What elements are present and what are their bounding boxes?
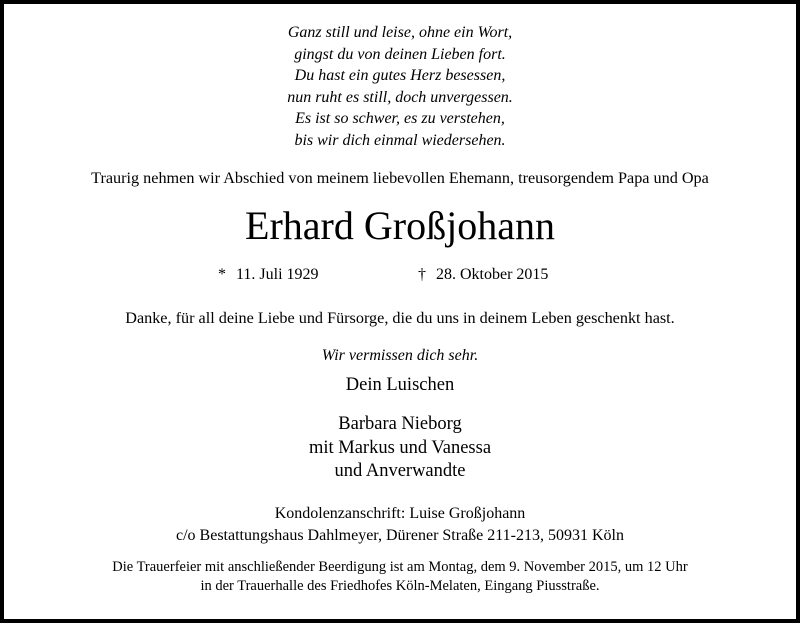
condolence-line: c/o Bestattungshaus Dahlmeyer, Dürener Straße 211-213, 50931 Köln	[176, 527, 624, 544]
spouse-signature: Dein Luischen	[345, 375, 455, 395]
condolence-address	[4, 503, 796, 547]
poem-line: gingst du von deinen Lieben fort.	[294, 45, 506, 63]
birth-date-group	[218, 266, 319, 284]
birth-star-symbol: *	[218, 266, 226, 283]
poem-line: Es ist so schwer, es zu verstehen,	[295, 110, 505, 127]
funeral-line: in der Trauerhalle des Friedhofes Köln-Melaten, Eingang Piusstraße.	[200, 578, 600, 594]
death-date-group	[418, 266, 548, 284]
family-line: und Anverwandte	[334, 461, 466, 481]
memorial-poem	[4, 22, 796, 151]
poem-line: bis wir dich einmal wiedersehen.	[294, 131, 506, 149]
family-line: Barbara Nieborg	[338, 414, 462, 434]
birth-date: 11. Juli 1929	[236, 266, 319, 283]
funeral-info	[4, 558, 796, 596]
poem-line: Ganz still und leise, ohne ein Wort,	[287, 24, 513, 41]
miss-text: Wir vermissen dich sehr.	[321, 347, 479, 364]
family-line: mit Markus und Vanessa	[308, 437, 492, 458]
family-signatures	[4, 413, 796, 484]
condolence-line: Kondolenzanschrift: Luise Großjohann	[274, 505, 526, 522]
deceased-name: Erhard Großjohann	[245, 203, 555, 248]
poem-line: Du hast ein gutes Herz besessen,	[294, 67, 506, 84]
intro-text: Traurig nehmen wir Abschied von meinem liebevollen Ehemann, treusorgendem Papa und Opa	[91, 169, 709, 187]
thanks-text: Danke, für all deine Liebe und Fürsorge, die du uns in deinem Leben geschenkt hast.	[125, 309, 675, 327]
poem-line: nun ruht es still, doch unvergessen.	[287, 88, 513, 106]
funeral-line: Die Trauerfeier mit anschließender Beerdigung ist am Montag, dem 9. November 2015, um 12 Uhr	[112, 559, 688, 575]
death-date: 28. Oktober 2015	[436, 266, 549, 283]
death-cross-symbol: †	[418, 266, 426, 283]
